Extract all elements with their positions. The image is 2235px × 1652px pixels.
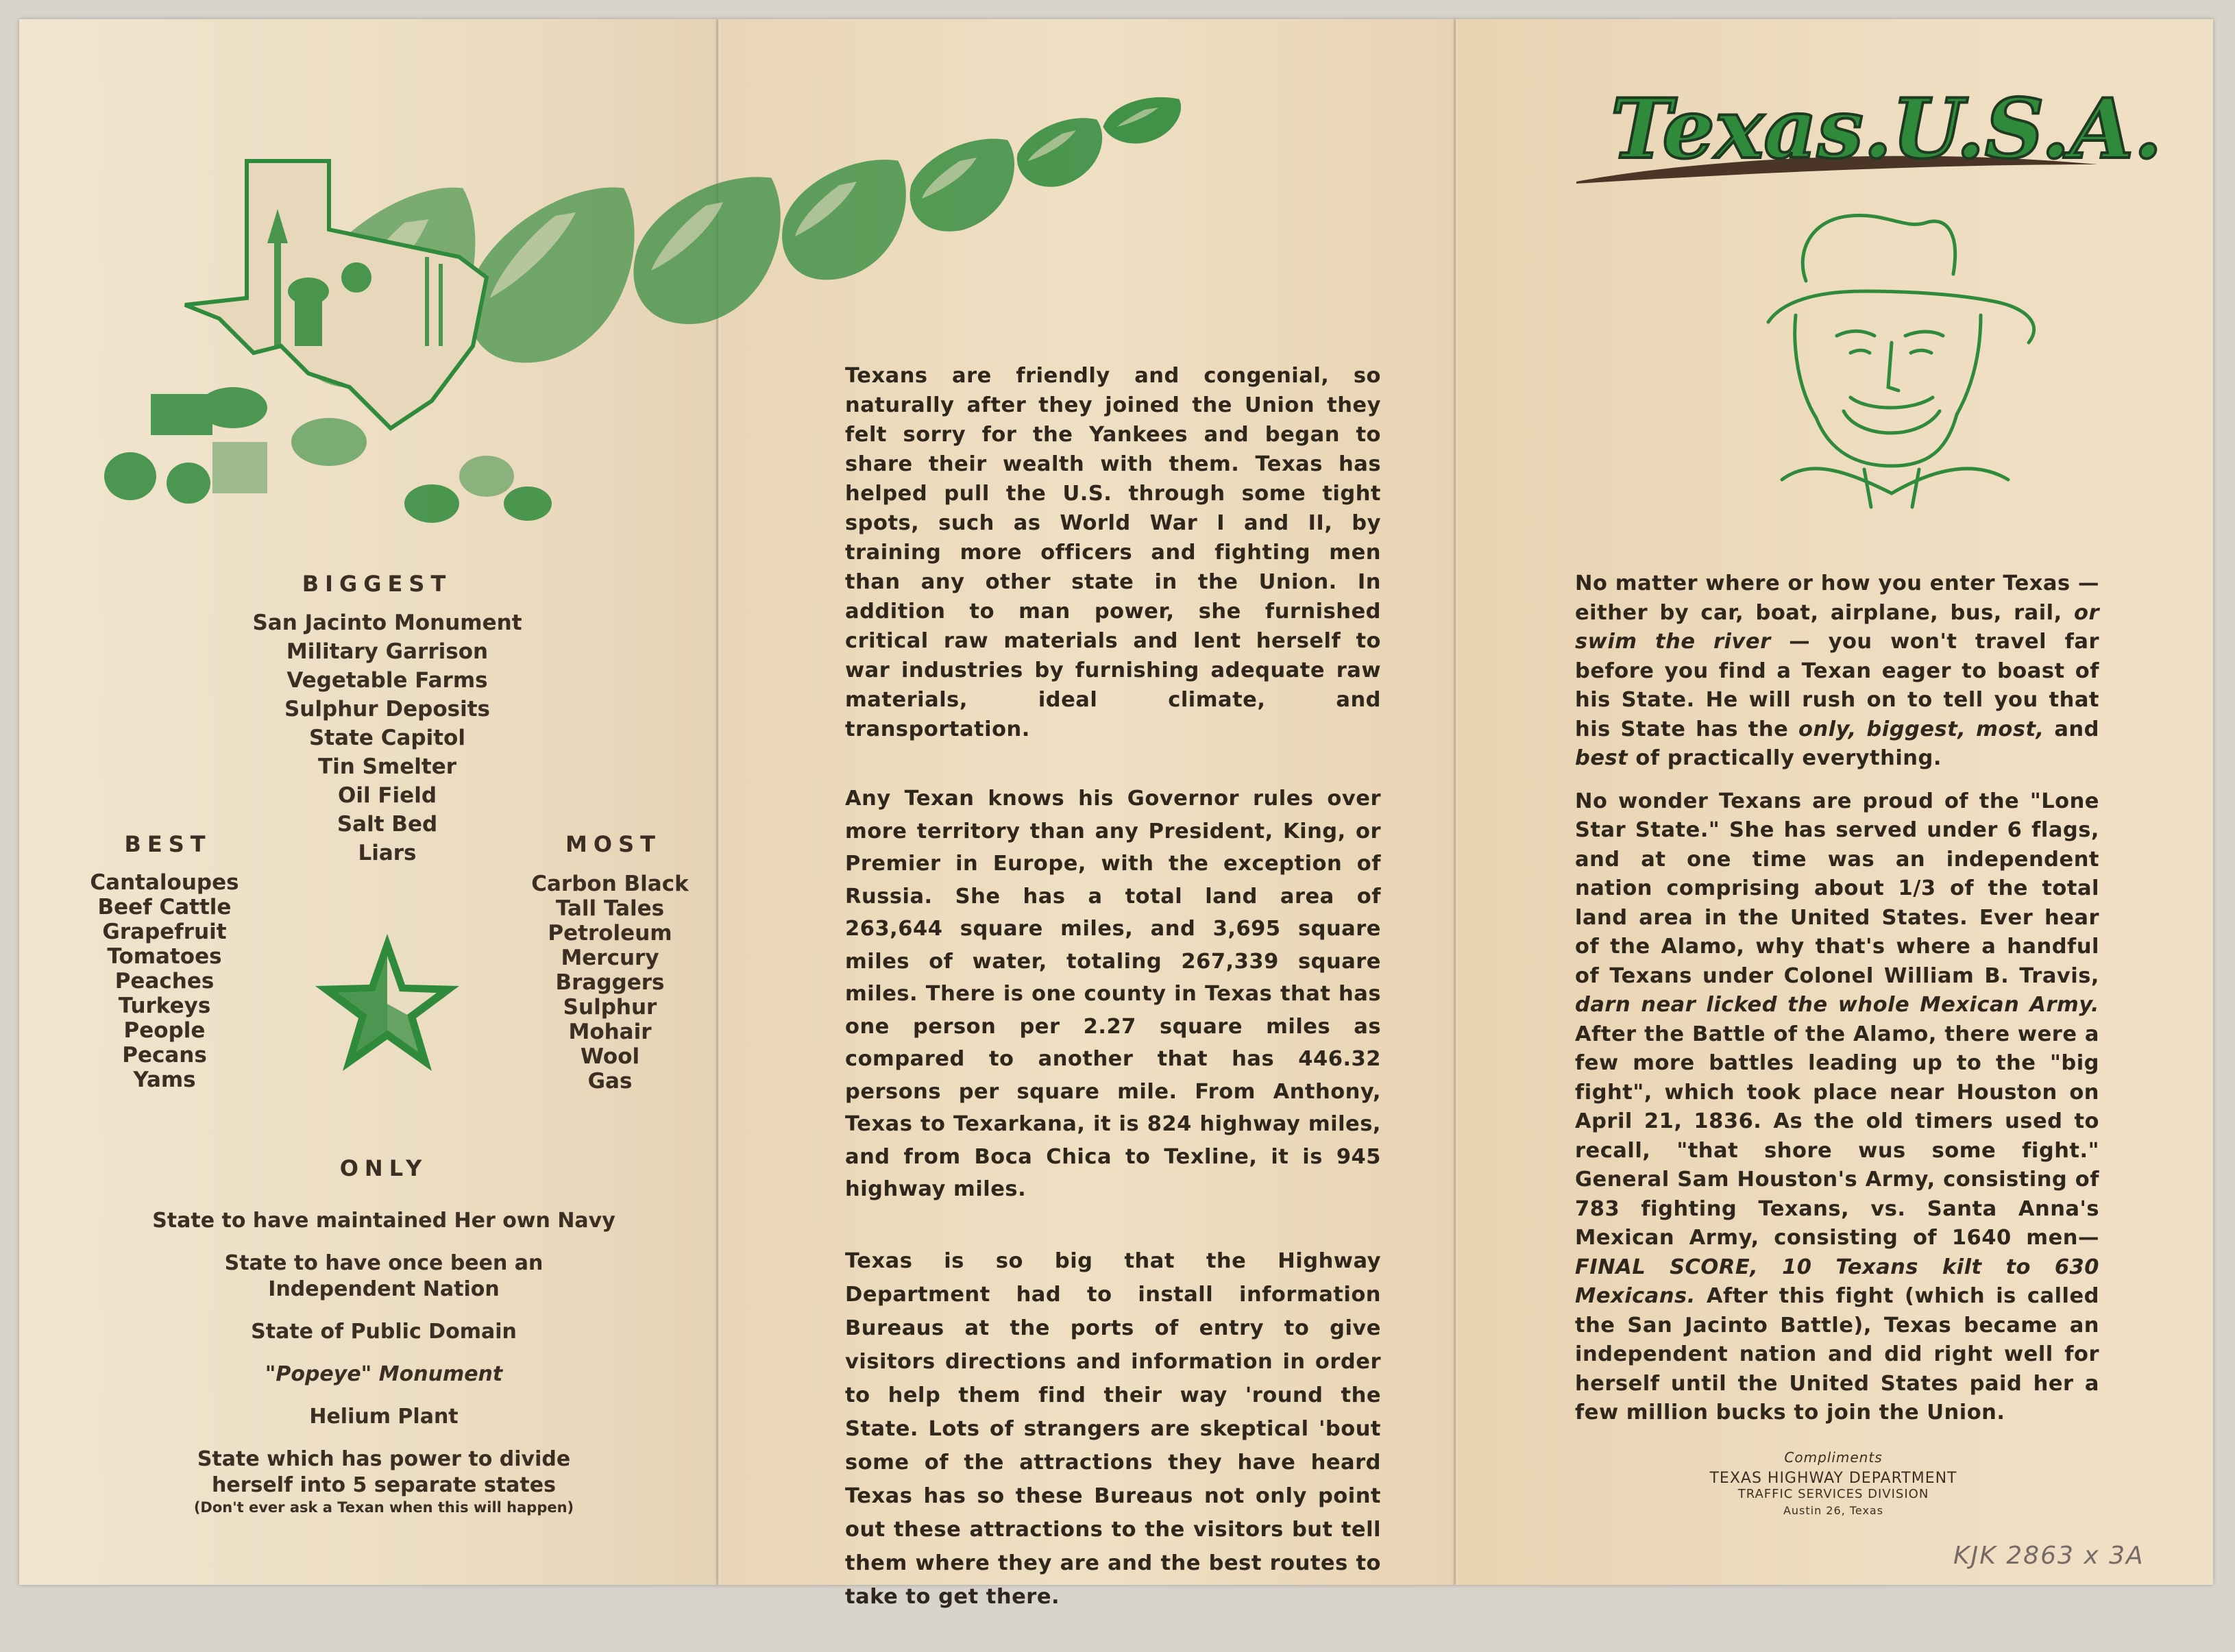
address-text: Austin 26, Texas bbox=[1783, 1504, 1884, 1517]
list-item: (Don't ever ask a Texan when this will happen) bbox=[193, 1499, 574, 1516]
cowboy-portrait-illustration bbox=[1755, 206, 2056, 528]
list-item: Wool bbox=[580, 1044, 640, 1069]
list-item: Military Garrison bbox=[286, 639, 489, 664]
most-list bbox=[507, 872, 713, 1094]
list-item: Yams bbox=[133, 1068, 196, 1092]
list-item: Braggers bbox=[555, 970, 665, 995]
texas-usa-logo bbox=[1570, 62, 2162, 192]
list-item: Cantaloupes bbox=[90, 870, 239, 895]
list-item: "Popeye" Monument bbox=[265, 1362, 503, 1386]
right-text bbox=[1575, 569, 2099, 1466]
list-item: Vegetable Farms bbox=[286, 668, 488, 693]
list-item: Beef Cattle bbox=[97, 895, 232, 920]
list-item: herself into 5 separate states bbox=[212, 1473, 556, 1497]
best-list bbox=[62, 870, 267, 1092]
list-item: Mercury bbox=[561, 946, 659, 970]
list-item: People bbox=[123, 1018, 206, 1043]
list-item: San Jacinto Monument bbox=[252, 611, 522, 635]
list-item: Salt Bed bbox=[337, 812, 438, 837]
paragraph-1: No matter where or how you enter Texas —either by car, boat, airplane, bus, rail, or swim the river — you won't travel far before you find a Texan eager to boast of his State. He will rush on to tell you that his State has the only, biggest, most, and best of practically everything. bbox=[1575, 571, 2099, 770]
list-item: Sulphur Deposits bbox=[284, 697, 491, 722]
fold-line-right bbox=[1454, 19, 1458, 1585]
biggest-heading: BIGGEST bbox=[302, 571, 452, 597]
lone-star-icon bbox=[308, 928, 466, 1086]
list-item: Carbon Black bbox=[531, 872, 689, 896]
list-item: Oil Field bbox=[337, 783, 437, 808]
list-item: Gas bbox=[587, 1069, 633, 1094]
catalog-number: KJK 2863 x 3A bbox=[1953, 1542, 2145, 1570]
list-item: Independent Nation bbox=[268, 1277, 500, 1301]
biggest-list bbox=[206, 608, 569, 867]
list-item: Grapefruit bbox=[102, 920, 227, 944]
best-heading: BEST bbox=[124, 831, 212, 857]
middle-text bbox=[845, 361, 1381, 1652]
compliments-text: Compliments bbox=[1784, 1449, 1883, 1466]
list-item: Mohair bbox=[568, 1020, 652, 1044]
list-item: Peaches bbox=[114, 969, 215, 994]
logo-text: Texas.U.S.A. bbox=[1611, 81, 2162, 177]
list-item: State which has power to divide bbox=[197, 1447, 571, 1471]
credits-block bbox=[1645, 1449, 2022, 1517]
paragraph-2: No wonder Texans are proud of the "Lone Star State." She has served under 6 flags, and at one time was an independent nation comprising about 1/3 of the total land area in the United States. Ever hear of the Alamo, why that's where a handful of Texans under Colonel William B. Travis, darn near licked the whole Mexican Army. After the Battle of the Alamo, there were a few more battles leading up to the "big fight", which took place near Houston on April 21, 1836. As the old timers used to recall, "that shore wus some fight." General Sam Houston's Army, consisting of 783 fighting Texans, vs. Santa Anna's Mexican Army, consisting of 1640 men—FINAL SCORE, 10 Texans kilt to 630 Mexicans. After this fight (which is called the San Jacinto Battle), Texas became an independent nation and did right well for herself until the United States paid her a few million bucks to join the Union. bbox=[1575, 789, 2099, 1425]
list-item: Petroleum bbox=[548, 921, 672, 946]
only-list bbox=[110, 1208, 658, 1516]
department-name: TEXAS HIGHWAY DEPARTMENT bbox=[1709, 1470, 1957, 1487]
list-item: Turkeys bbox=[118, 994, 211, 1018]
division-name: TRAFFIC SERVICES DIVISION bbox=[1737, 1487, 1929, 1501]
list-item: State to have maintained Her own Navy bbox=[152, 1209, 615, 1233]
paragraph: Any Texan knows his Governor rules over more territory than any President, King, or Premier in Europe, with the exception of Russia. She has a total land area of 263,644 square miles, and 3,695 square miles of water, totaling 267,339 square miles. There is one county in Texas that has one person per 2.27 square miles as compared to another that has 446.32 persons per square mile. From Anthony, Texas to Texarkana, it is 824 highway miles, and from Boca Chica to Texline, it is 945 highway miles. bbox=[845, 787, 1381, 1201]
paragraph: Texans are friendly and congenial, so naturally after they joined the Union they felt sorry for the Yankees and began to share their wealth with them. Texas has helped pull the U.S. through some tight spots, such as World War I and II, by training more officers and fighting men than any other state in the Union. In addition to man power, she furnished critical raw materials and lent herself to war industries by furnishing adequate raw materials, ideal climate, and transportation. bbox=[845, 364, 1381, 741]
only-heading: ONLY bbox=[339, 1155, 428, 1181]
most-heading: MOST bbox=[565, 831, 661, 857]
list-item: Tin Smelter bbox=[317, 754, 457, 779]
list-item: State to have once been an bbox=[224, 1251, 544, 1275]
list-item: Sulphur bbox=[563, 995, 657, 1020]
list-item: Tall Tales bbox=[555, 896, 665, 921]
list-item: Liars bbox=[358, 841, 417, 865]
list-item: State of Public Domain bbox=[251, 1320, 517, 1344]
paragraph: Texas is so big that the Highway Department had to install information Bureaus at the ports of entry to give visitors directions and information in order to help them find their way 'round the State. Lots of strangers are skeptical 'bout some of the attractions they have heard Texas has so these Bureaus not only point out these attractions to the visitors but tell them where they are and the best routes to take to get there. bbox=[845, 1248, 1381, 1609]
list-item: Tomatoes bbox=[107, 944, 222, 969]
list-item: Helium Plant bbox=[309, 1405, 459, 1429]
list-item: Pecans bbox=[122, 1043, 207, 1068]
list-item: State Capitol bbox=[309, 726, 465, 750]
